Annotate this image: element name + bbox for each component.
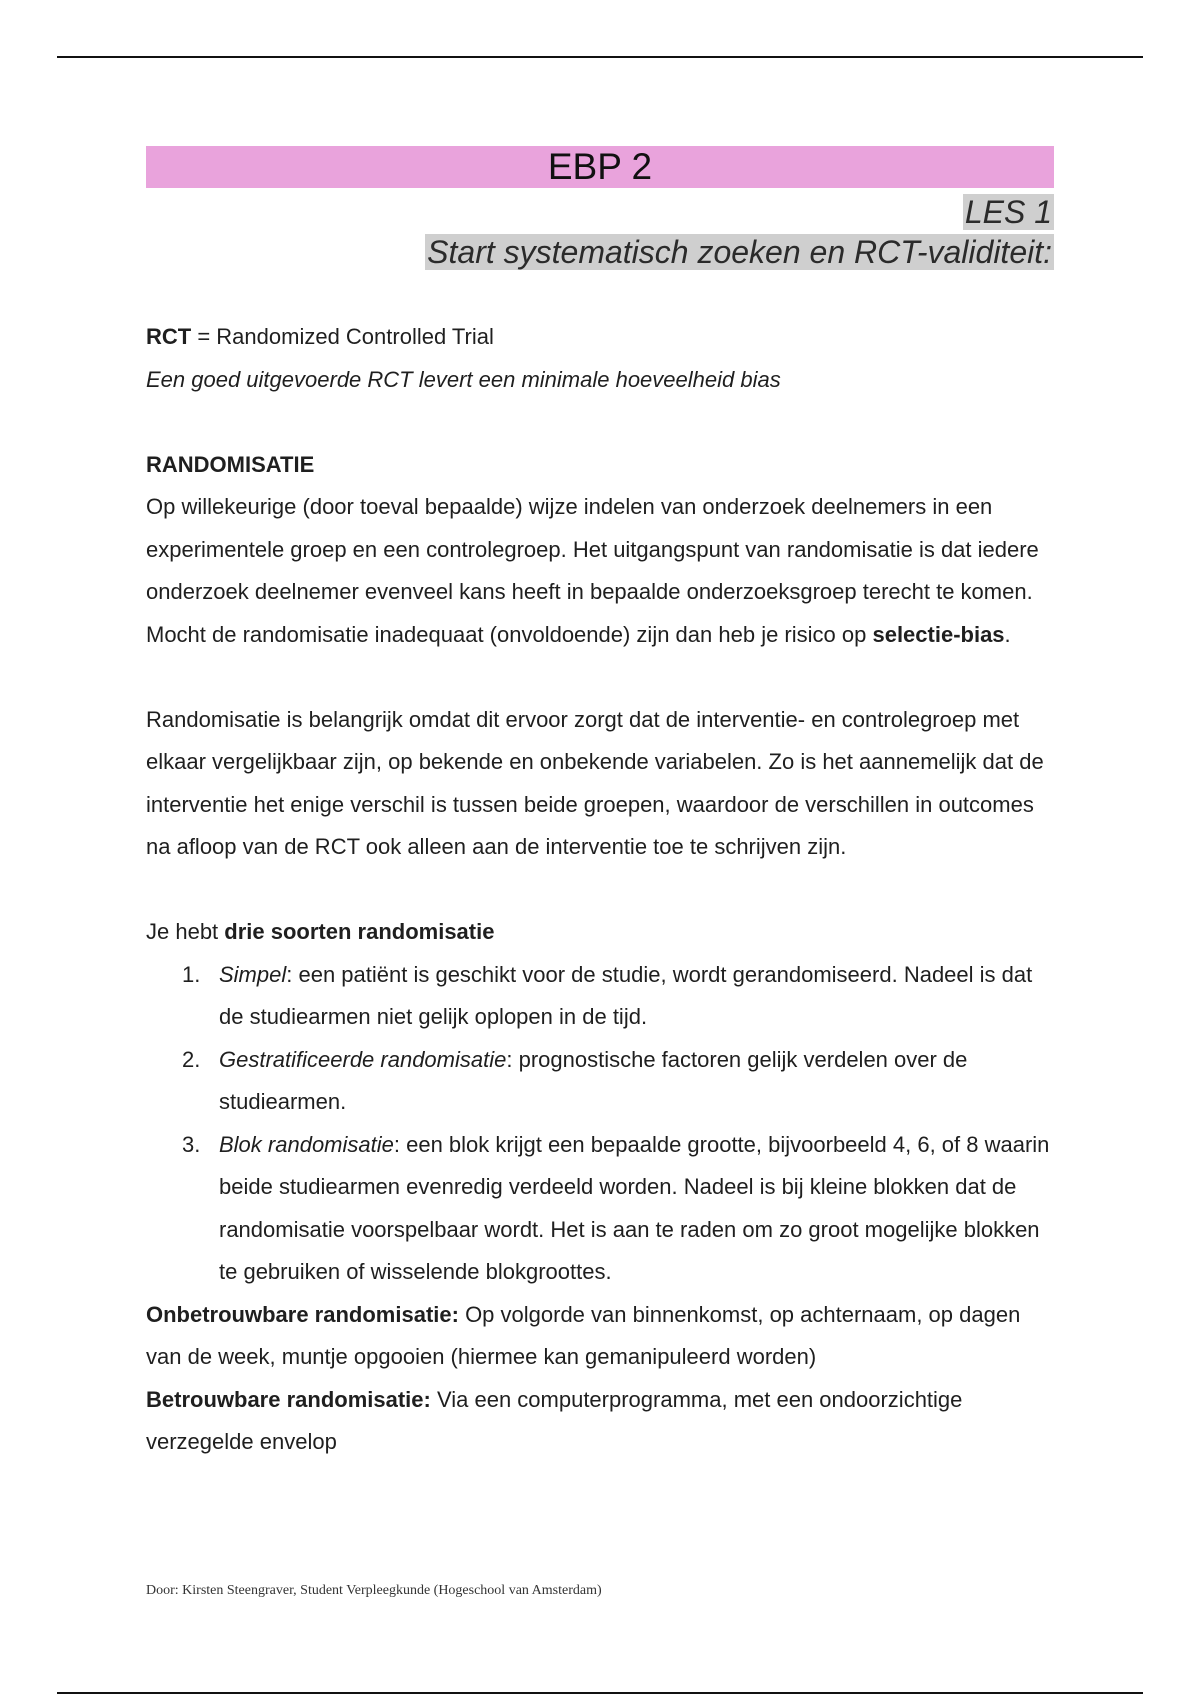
lesson-line (146, 191, 1054, 234)
bottom-rule (57, 1692, 1143, 1694)
subtitle-line (146, 231, 1054, 274)
reliable-randomisatie: Betrouwbare randomisatie: Via een computerprogramma, met een ondoorzichtige verzegelde envelop (146, 1386, 963, 1454)
rct-definition (146, 316, 1054, 359)
rct-term: RCT (146, 324, 192, 349)
top-rule (57, 56, 1143, 58)
section-heading-randomisatie: RANDOMISATIE (146, 451, 315, 477)
document-body (146, 146, 1054, 1464)
footer-author: Door: Kirsten Steengraver, Student Verpleegkunde (Hogeschool van Amsterdam) (146, 1583, 602, 1598)
list-item: 1. Simpel: een patiënt is geschikt voor de studie, wordt gerandomiseerd. Nadeel is dat de studiearmen niet gelijk oplopen in de tijd. (182, 961, 1033, 1029)
rct-expansion: = Randomized Controlled Trial (191, 324, 494, 349)
lesson-label: LES 1 (964, 194, 1052, 230)
unreliable-randomisatie: Onbetrouwbare randomisatie: Op volgorde van binnenkomst, op achternaam, op dagen van de week, muntje opgooien (hiermee kan gemanipuleerd worden) (146, 1301, 1021, 1369)
types-intro: Je hebt drie soorten randomisatie (146, 919, 495, 944)
randomisatie-types-list (146, 954, 1054, 1294)
randomisatie-paragraph-1: Op willekeurige (door toeval bepaalde) wijze indelen van onderzoek deelnemers in een experimentele groep en een controlegroep. Het uitgangspunt van randomisatie is dat iedere onderzoek deelnemer evenveel kans heeft in bepaalde onderzoeksgroep terecht te komen. Mocht de randomisatie inadequaat (onvoldoende) zijn dan heb je risico op selectie-bias. (146, 494, 1039, 647)
randomisatie-paragraph-2: Randomisatie is belangrijk omdat dit ervoor zorgt dat de interventie- en controlegroep met elkaar vergelijkbaar zijn, op bekende en onbekende variabelen. Zo is het aannemelijk dat de interventie het enige verschil is tussen beide groepen, waardoor de verschillen in outcomes na afloop van de RCT ook alleen aan de interventie toe te schrijven zijn. (146, 706, 1044, 859)
list-item: 2. Gestratificeerde randomisatie: prognostische factoren gelijk verdelen over de studiearmen. (182, 1046, 968, 1114)
rct-tagline: Een goed uitgevoerde RCT levert een minimale hoeveelheid bias (146, 366, 781, 392)
lesson-subtitle: Start systematisch zoeken en RCT-validiteit: (427, 234, 1052, 270)
document-title: EBP 2 (146, 146, 1054, 188)
selectie-bias-term: selectie-bias (872, 621, 1005, 647)
list-item: 3. Blok randomisatie: een blok krijgt een bepaalde grootte, bijvoorbeeld 4, 6, of 8 waarin beide studiearmen evenredig verdeeld worden. Nadeel is bij kleine blokken dat de randomisatie voorspelbaar wordt. Het is aan te raden om zo groot mogelijke blokken te gebruiken of wisselende blokgroottes. (182, 1131, 1050, 1284)
